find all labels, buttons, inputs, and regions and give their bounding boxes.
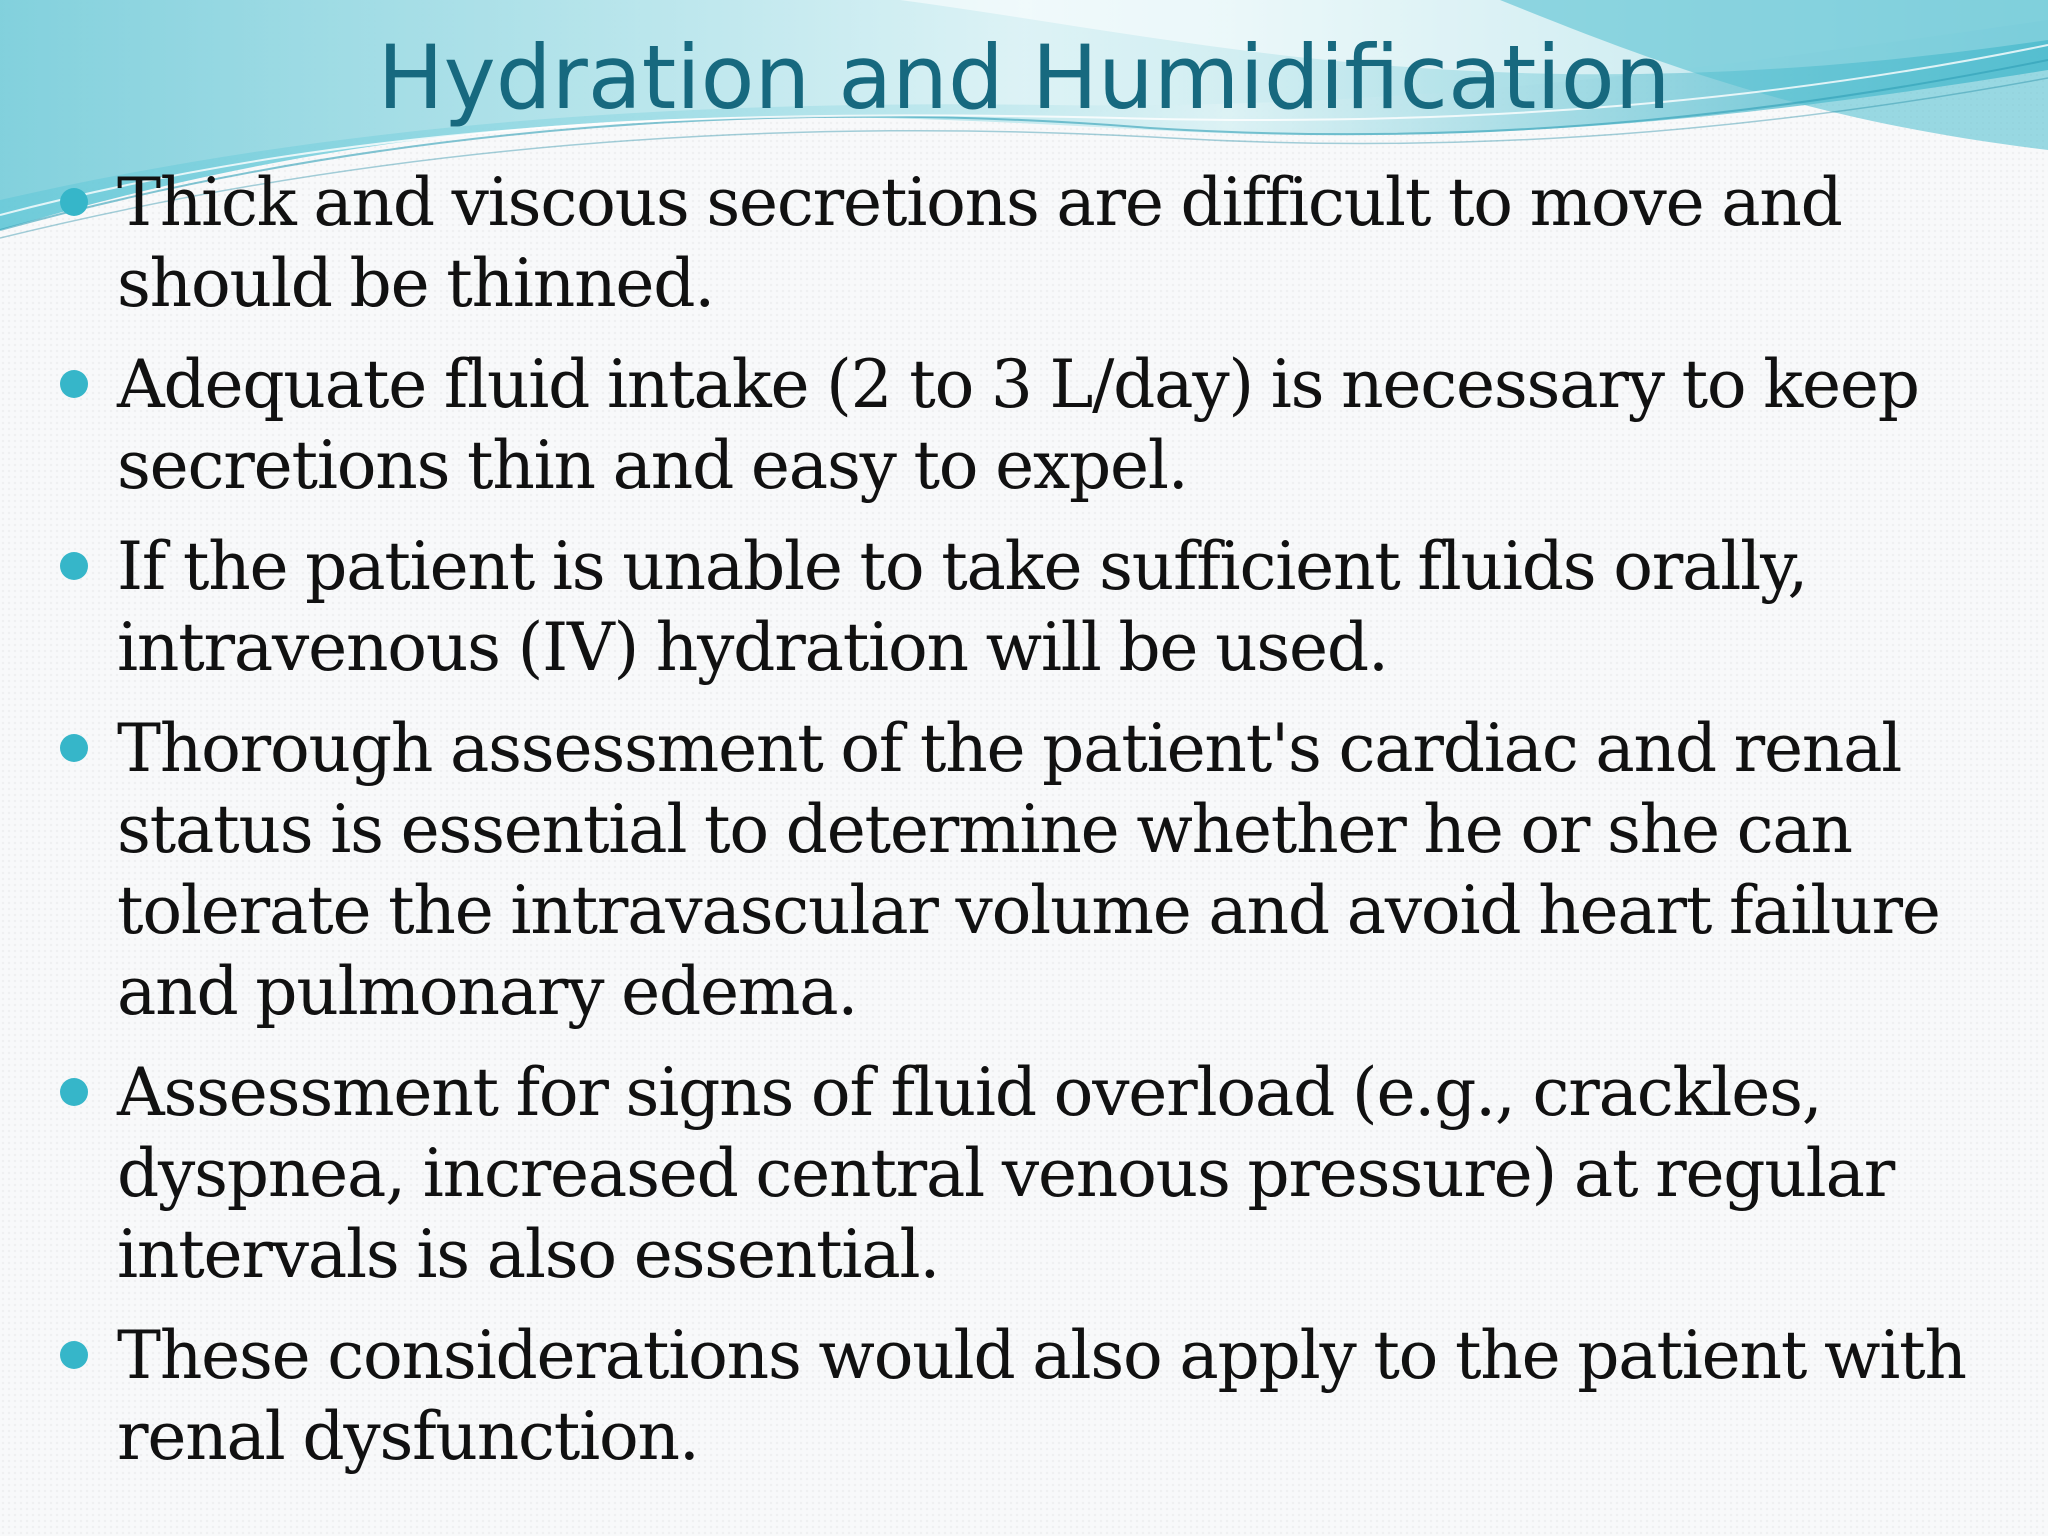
bullet-dot-icon	[60, 370, 88, 398]
bullet-text: Thorough assessment of the patient's cardiac and renal status is essential to determine whether he or she can tolerate the intravascular volume and avoid heart failure and pulmonary edema.	[117, 710, 1940, 1030]
bullet-dot-icon	[60, 734, 88, 762]
bullet-text: Assessment for signs of fluid overload (e.g., crackles, dyspnea, increased central venous pressure) at regular intervals is also essential.	[117, 1054, 1895, 1293]
bullet-dot-icon	[60, 188, 88, 216]
bullet-dot-icon	[60, 1078, 88, 1106]
bullet-item	[0, 1052, 2048, 1295]
slide-title: Hydration and Humidification	[377, 26, 1671, 129]
bullet-dot-icon	[60, 1341, 88, 1369]
bullet-item	[0, 1315, 2048, 1477]
bullet-dot-icon	[60, 552, 88, 580]
bullet-item	[0, 708, 2048, 1032]
bullet-item	[0, 162, 2048, 324]
bullet-item	[0, 526, 2048, 688]
bullet-text: These considerations would also apply to the patient with renal dysfunction.	[117, 1317, 1966, 1475]
bullet-text: Adequate fluid intake (2 to 3 L/day) is necessary to keep secretions thin and easy to expel.	[117, 346, 1919, 504]
bullet-list	[0, 162, 2048, 1497]
bullet-text: Thick and viscous secretions are difficult to move and should be thinned.	[117, 164, 1842, 322]
bullet-text: If the patient is unable to take sufficient fluids orally, intravenous (IV) hydration will be used.	[117, 528, 1808, 686]
bullet-item	[0, 344, 2048, 506]
